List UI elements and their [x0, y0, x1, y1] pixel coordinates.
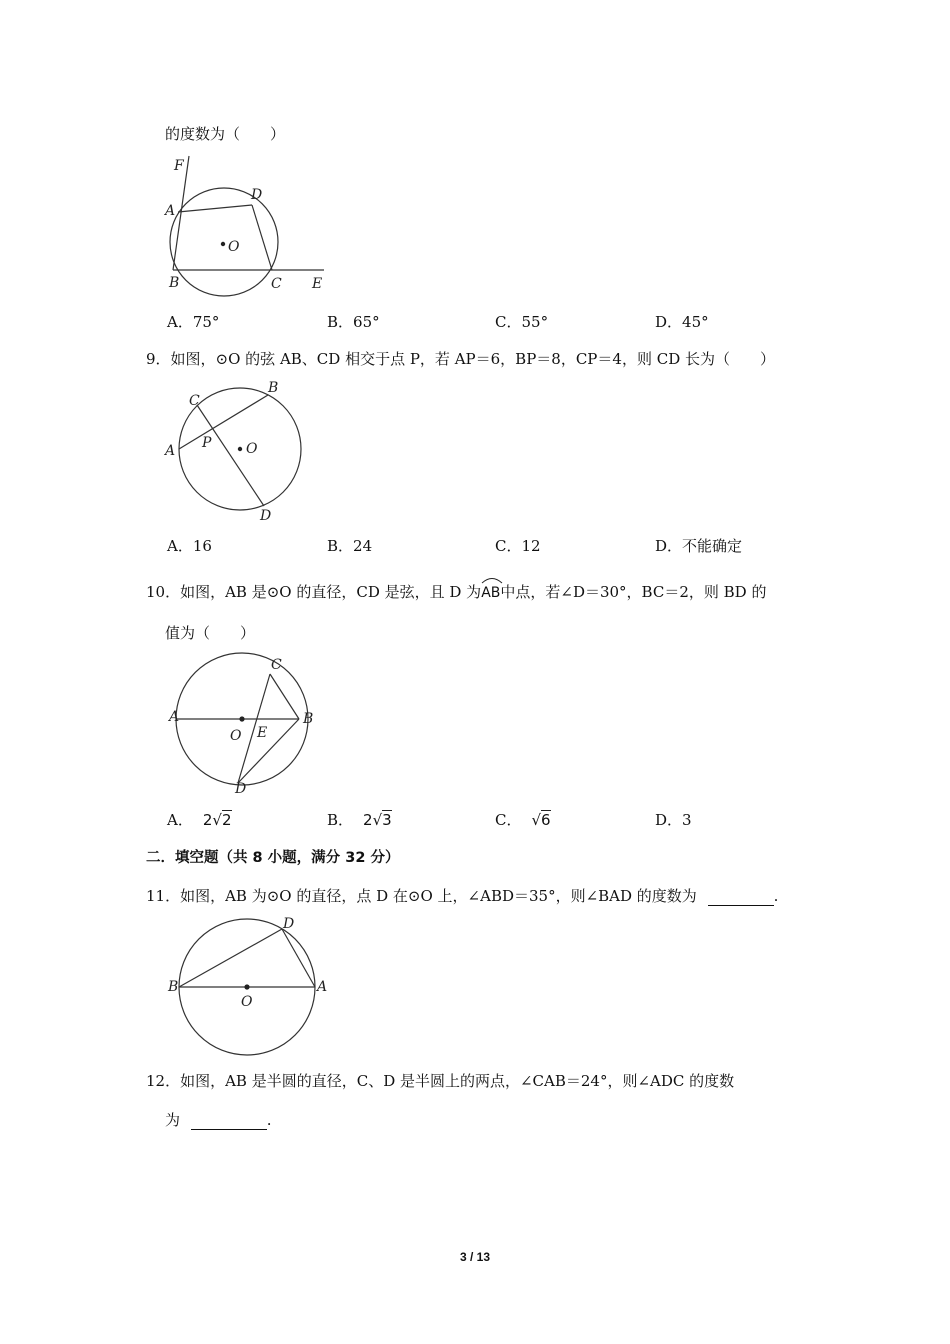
q8-stem-tail: 的度数为（ ）	[165, 125, 286, 143]
q10-option-a[interactable]	[167, 810, 232, 830]
q11-end: .	[773, 887, 779, 905]
q10-label-C: C	[271, 657, 282, 673]
q12-stem-line1: 12．如图，AB 是半圆的直径，C、D 是半圆上的两点，∠CAB＝24°，则∠ADC 的度数	[146, 1072, 735, 1090]
q8-center-dot	[221, 242, 225, 246]
radical-icon: √	[212, 811, 222, 829]
q8-label-E: E	[312, 276, 323, 292]
radical-icon: √	[531, 811, 542, 829]
q9-option-b[interactable]: B．24	[327, 537, 373, 555]
q8-label-C: C	[271, 276, 282, 292]
q12-answer-blank[interactable]	[191, 1111, 267, 1130]
q10-option-a-radicand: 2	[221, 811, 232, 829]
q11-label-A: A	[317, 979, 328, 995]
q10-option-b[interactable]	[327, 810, 392, 830]
q8-option-c[interactable]: C．55°	[495, 313, 549, 331]
q9-label-O: O	[246, 441, 258, 457]
q10-label-D: D	[235, 781, 247, 797]
q10-option-a-letter: A．	[167, 811, 193, 829]
q10-arc-label: AB	[481, 585, 501, 601]
q9-label-P: P	[202, 435, 212, 451]
q10-label-O: O	[230, 728, 242, 744]
q11-stem: 11．如图，AB 为⊙O 的直径，点 D 在⊙O 上，∠ABD＝35°，则∠BAD 的度数为	[146, 887, 697, 905]
q8-label-F: F	[174, 158, 184, 174]
q9-option-a[interactable]: A．16	[167, 537, 212, 555]
q10-option-d[interactable]	[655, 810, 692, 830]
q8-chord-AD	[178, 205, 252, 212]
q11-figure	[160, 910, 340, 1060]
q9-label-C: C	[189, 393, 200, 409]
q11-label-D: D	[283, 916, 295, 932]
q8-label-O: O	[228, 239, 240, 255]
q9-option-c[interactable]: C．12	[495, 537, 541, 555]
q10-option-c[interactable]	[495, 810, 551, 830]
q11-answer-blank[interactable]	[708, 887, 774, 906]
q11-stem-line	[146, 885, 778, 906]
q10-option-b-coef: 2	[363, 811, 373, 829]
q10-option-c-letter: C．	[495, 811, 522, 829]
q8-option-d[interactable]: D．45°	[655, 313, 709, 331]
q10-label-B: B	[303, 711, 314, 727]
q10-label-A: A	[169, 709, 180, 725]
q10-stem-line2: 值为（ ）	[165, 624, 256, 642]
q9-option-d[interactable]: D．不能确定	[655, 537, 743, 555]
q10-arc-symbol	[481, 576, 503, 584]
q11-label-B: B	[168, 979, 179, 995]
q10-arc-notation	[481, 583, 500, 601]
q10-option-b-radicand: 3	[382, 811, 392, 829]
page-number: 3 / 13	[459, 1250, 491, 1264]
q10-label-E: E	[257, 725, 268, 741]
q9-center-dot	[238, 447, 242, 451]
q10-center-dot	[239, 716, 244, 721]
q9-label-B: B	[268, 380, 279, 396]
q9-stem: 9．如图，⊙O 的弦 AB、CD 相交于点 P，若 AP＝6，BP＝8，CP＝4，则 CD 长为（ ）	[146, 350, 775, 368]
q10-stem-part1: 10．如图，AB 是⊙O 的直径，CD 是弦，且 D 为	[146, 583, 482, 601]
q10-option-b-letter: B．	[327, 811, 354, 829]
q10-chord-CB	[270, 674, 299, 719]
q8-label-A: A	[165, 203, 176, 219]
q10-option-d-text: 3	[682, 811, 692, 829]
q8-option-b[interactable]: B．65°	[327, 313, 380, 331]
q11-chord-DA	[282, 929, 315, 987]
q10-option-a-coef: 2	[202, 811, 213, 829]
q9-label-D: D	[260, 508, 272, 524]
q10-stem-line1	[146, 581, 766, 602]
q12-stem-wei: 为	[165, 1111, 181, 1129]
section2-heading: 二．填空题（共 8 小题，满分 32 分）	[146, 850, 400, 866]
q8-label-B: B	[169, 275, 180, 291]
q8-figure	[160, 150, 340, 300]
q10-option-c-radicand: 6	[541, 811, 551, 829]
q10-figure	[160, 650, 340, 800]
q11-label-O: O	[241, 994, 253, 1010]
q11-center-dot	[244, 984, 249, 989]
q11-chord-BD	[179, 929, 282, 987]
q12-stem-line2	[165, 1109, 272, 1130]
q8-option-a[interactable]: A．75°	[167, 313, 220, 331]
q8-label-D: D	[251, 187, 263, 203]
q10-stem-part2: 中点，若∠D＝30°，BC＝2，则 BD 的	[500, 583, 767, 601]
q10-option-d-letter: D．	[655, 811, 683, 829]
q8-chord-DC	[252, 205, 272, 270]
q12-end: .	[266, 1111, 272, 1129]
q8-circle	[170, 188, 278, 296]
q9-label-A: A	[165, 443, 176, 459]
q9-figure	[160, 375, 320, 525]
radical-icon: √	[372, 811, 383, 829]
